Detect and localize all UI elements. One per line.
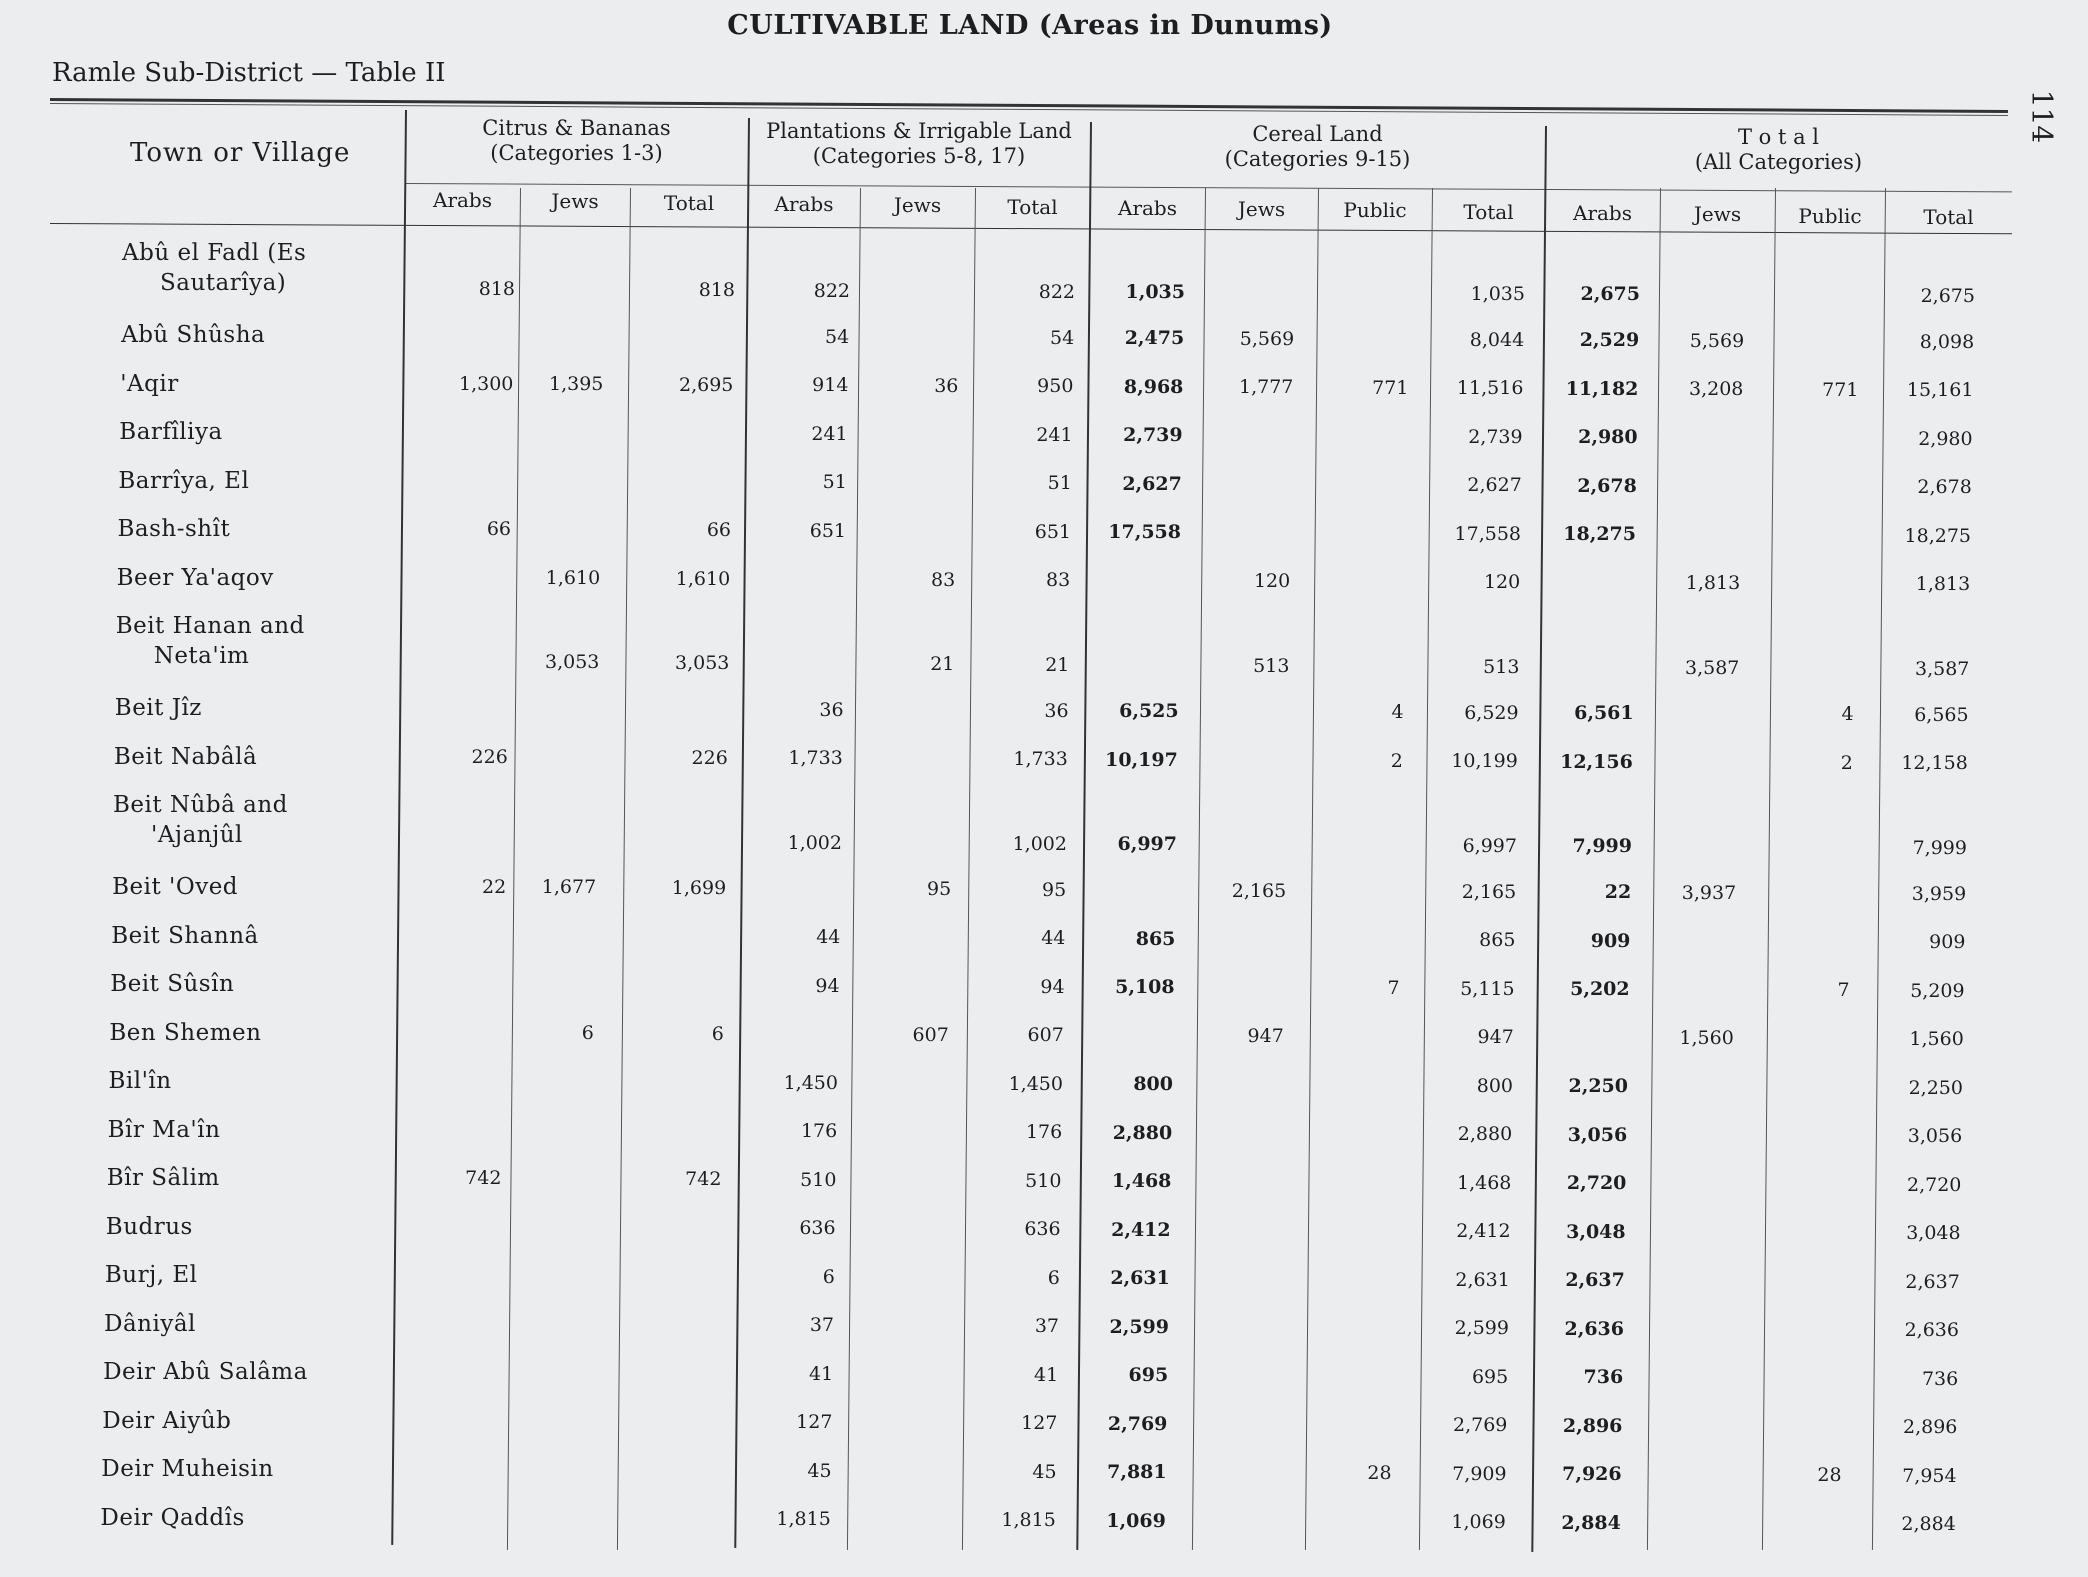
town-name: Bash-shît [117, 516, 231, 542]
column-header: Total [1007, 194, 1058, 219]
group-header [405, 116, 748, 166]
table-cell: 818 [698, 279, 735, 302]
table-cell: 2,627 [1122, 472, 1182, 495]
table-cell: 94 [815, 974, 840, 997]
table-cell: 127 [1021, 1412, 1058, 1435]
table-cell: 2,631 [1110, 1267, 1170, 1290]
table-cell: 66 [706, 519, 731, 542]
table-cell: 36 [819, 698, 844, 721]
town-name: Abû el Fadl (Es [122, 240, 307, 266]
table-cell: 3,959 [1911, 882, 1967, 905]
table-cell: 10,197 [1105, 748, 1178, 771]
table-cell: 513 [1253, 654, 1290, 677]
group-header [1545, 125, 2012, 175]
town-name: Beit Shannâ [111, 922, 259, 949]
town-name: Abû Shûsha [121, 322, 266, 348]
column-header: Arabs [1118, 195, 1177, 220]
table-cell: 865 [1135, 927, 1176, 950]
table-cell: 3,048 [1566, 1220, 1626, 1243]
table-cell: 1,002 [1012, 832, 1067, 855]
table-cell: 2,739 [1123, 424, 1183, 447]
table-cell: 5,108 [1115, 976, 1175, 999]
table-cell: 5,209 [1910, 979, 1965, 1002]
table-cell: 21 [1045, 653, 1070, 676]
table-cell: 36 [1044, 699, 1069, 722]
table-cell: 18,275 [1904, 524, 1971, 547]
table-cell: 822 [1038, 280, 1075, 303]
table-cell: 2,980 [1918, 427, 1973, 450]
column-divider [1305, 188, 1319, 1550]
column-divider [1647, 188, 1661, 1550]
table-cell: 2,412 [1111, 1218, 1171, 1241]
table-cell: 510 [800, 1168, 837, 1191]
table-cell: 21 [930, 653, 955, 676]
group-title: Plantations & Irrigable Land [766, 119, 1072, 143]
table-cell: 7,909 [1452, 1462, 1507, 1485]
table-cell: 44 [1041, 927, 1066, 950]
table-cell: 2,720 [1907, 1173, 1962, 1196]
town-name: Beit Nûbâ and [113, 792, 288, 818]
table-cell: 83 [931, 568, 956, 591]
table-cell: 2,695 [679, 373, 734, 396]
table-cell: 3,937 [1681, 881, 1737, 904]
table-cell: 6,997 [1117, 833, 1177, 856]
table-cell: 2,678 [1577, 474, 1637, 497]
town-name: Deir Qaddîs [100, 1504, 245, 1531]
column-divider [1192, 188, 1206, 1550]
table-cell: 3,587 [1685, 656, 1740, 679]
table-cell: 1,450 [783, 1071, 838, 1094]
town-name: Barrîya, El [118, 467, 250, 494]
table-cell: 1,069 [1106, 1509, 1166, 1532]
table-cell: 736 [1921, 1367, 1959, 1390]
table-cell: 1,035 [1470, 282, 1525, 305]
table-cell: 7,999 [1572, 835, 1632, 858]
table-cell: 2,896 [1562, 1414, 1623, 1437]
table-cell: 12,156 [1560, 750, 1633, 773]
column-divider [962, 188, 976, 1550]
table-cell: 2,980 [1578, 426, 1638, 449]
table-cell: 7 [1837, 979, 1850, 1002]
table-cell: 2 [1840, 751, 1853, 774]
table-cell: 94 [1040, 975, 1065, 998]
table-cell: 3,056 [1907, 1125, 1963, 1148]
table-cell: 120 [1483, 571, 1521, 594]
table-cell: 28 [1367, 1462, 1392, 1485]
table-cell: 1,468 [1457, 1171, 1512, 1194]
column-header: Arabs [433, 188, 492, 212]
table-cell: 51 [1047, 472, 1072, 495]
table-cell: 513 [1483, 655, 1520, 678]
table-cell: 6 [822, 1265, 835, 1288]
table-cell: 15,161 [1906, 379, 1974, 402]
table-cell: 226 [691, 746, 728, 769]
table-cell: 3,208 [1689, 378, 1744, 401]
town-name: Sautarîya) [160, 270, 287, 296]
table-cell: 2,631 [1455, 1268, 1510, 1291]
town-name: Beit Hanan and [115, 613, 305, 639]
column-divider [1419, 188, 1433, 1550]
table-cell: 1,002 [787, 831, 842, 854]
table-cell: 5,115 [1460, 977, 1515, 1000]
town-name: Bîr Ma'în [107, 1116, 221, 1143]
table-cell: 2,165 [1231, 879, 1287, 902]
table-cell: 1,813 [1685, 572, 1741, 595]
table-cell: 800 [1133, 1073, 1173, 1096]
table-cell: 7 [1387, 977, 1400, 1000]
table-cell: 22 [1604, 881, 1632, 904]
group-header [1090, 122, 1545, 172]
table-cell: 2,637 [1565, 1269, 1625, 1292]
group-header [748, 119, 1090, 169]
table-cell: 6 [581, 1021, 594, 1044]
table-cell: 28 [1817, 1464, 1842, 1487]
table-cell: 865 [1479, 929, 1516, 952]
table-cell: 51 [822, 471, 847, 494]
table-cell: 1,300 [459, 372, 514, 395]
table-cell: 7,926 [1562, 1463, 1622, 1486]
group-title: Citrus & Bananas [482, 116, 671, 140]
table-cell: 771 [1372, 376, 1409, 399]
table-cell: 1,777 [1239, 376, 1294, 399]
table-cell: 6,565 [1914, 703, 1969, 726]
table-cell: 6 [1047, 1266, 1060, 1289]
table-cell: 909 [1929, 931, 1966, 954]
table-cell: 41 [809, 1362, 834, 1385]
town-name: Bîr Sâlim [106, 1165, 220, 1191]
table-cell: 1,395 [549, 372, 604, 395]
table-cell: 54 [1050, 326, 1075, 349]
table-cell: 7,954 [1902, 1464, 1957, 1487]
table-cell: 4 [1391, 701, 1404, 724]
town-name: Ben Shemen [109, 1019, 262, 1046]
table-cell: 2,769 [1453, 1414, 1508, 1437]
table-cell: 3,053 [545, 651, 600, 674]
table-cell: 241 [811, 422, 848, 445]
table-cell: 818 [478, 278, 515, 301]
table-cell: 2,678 [1917, 476, 1972, 499]
table-cell: 651 [1034, 520, 1071, 543]
town-name: Beit Sûsîn [110, 971, 235, 997]
table-cell: 17,558 [1454, 522, 1521, 545]
table-cell: 83 [1046, 569, 1071, 592]
table-cell: 1,813 [1915, 573, 1971, 596]
town-column-header: Town or Village [130, 138, 351, 168]
group-categories: (Categories 5-8, 17) [812, 144, 1026, 168]
town-name: Neta'im [153, 643, 250, 669]
column-header: Jews [893, 193, 942, 218]
table-cell: 1,677 [541, 876, 597, 899]
table-cell: 8,044 [1469, 328, 1525, 351]
page-number: 114 [2025, 89, 2059, 144]
group-categories: (All Categories) [1694, 150, 1863, 174]
column-header: Jews [1237, 197, 1286, 222]
table-cell: 8,098 [1919, 330, 1975, 353]
table-subtitle: Ramle Sub-District — Table II [52, 58, 446, 88]
table-cell: 822 [813, 279, 850, 302]
table-cell: 1,815 [1001, 1509, 1056, 1532]
town-name: Burj, El [104, 1262, 198, 1288]
town-name: Beit Nabâlâ [113, 743, 258, 770]
table-cell: 2 [1390, 749, 1403, 772]
table-cell: 176 [1025, 1121, 1063, 1144]
table-cell: 6,997 [1462, 834, 1517, 857]
table-cell: 636 [799, 1217, 836, 1240]
table-cell: 1,560 [1679, 1027, 1734, 1050]
column-header: Jews [551, 189, 599, 214]
table-cell: 11,182 [1565, 377, 1639, 400]
table-cell: 2,636 [1564, 1317, 1624, 1340]
table-cell: 226 [471, 745, 508, 768]
table-cell: 1,699 [671, 877, 727, 900]
table-cell: 4 [1841, 703, 1854, 726]
table-cell: 947 [1247, 1025, 1284, 1048]
town-name: Budrus [105, 1213, 193, 1240]
table-cell: 695 [1471, 1365, 1509, 1388]
table-cell: 607 [1027, 1024, 1064, 1047]
table-cell: 22 [482, 876, 507, 899]
table-cell: 5,569 [1689, 329, 1745, 352]
table-cell: 5,569 [1239, 327, 1295, 350]
table-cell: 2,880 [1457, 1123, 1513, 1146]
group-title: T o t a l [1737, 125, 1820, 149]
table-cell: 6,561 [1574, 702, 1634, 725]
table-cell: 636 [1024, 1218, 1061, 1241]
group-divider [391, 110, 407, 1545]
table-cell: 2,884 [1561, 1511, 1621, 1534]
column-header: Public [1343, 198, 1407, 223]
table-cell: 44 [816, 926, 841, 949]
table-cell: 909 [1590, 929, 1631, 952]
table-cell: 1,035 [1125, 281, 1185, 304]
town-name: Beer Ya'aqov [116, 564, 274, 591]
table-cell: 1,468 [1111, 1170, 1172, 1193]
table-cell: 914 [812, 374, 849, 397]
group-categories: (Categories 1-3) [490, 141, 663, 165]
town-name: Beit 'Oved [112, 874, 239, 900]
table-cell: 1,610 [545, 566, 601, 589]
table-cell: 2,675 [1580, 283, 1640, 306]
table-cell: 3,056 [1567, 1123, 1628, 1146]
table-cell: 1,450 [1008, 1072, 1063, 1095]
table-cell: 6 [711, 1022, 724, 1045]
table-cell: 241 [1036, 423, 1073, 446]
town-name: Deir Abû Salâma [103, 1359, 308, 1385]
table-cell: 37 [1034, 1315, 1059, 1338]
town-name: 'Aqir [120, 370, 179, 397]
table-cell: 17,558 [1108, 521, 1181, 544]
column-header: Arabs [1573, 201, 1632, 225]
table-cell: 45 [807, 1459, 832, 1482]
table-cell: 6,529 [1464, 701, 1519, 724]
table-cell: 1,733 [1013, 748, 1068, 771]
table-cell: 742 [685, 1168, 722, 1191]
table-cell: 45 [1032, 1460, 1057, 1483]
group-title: Cereal Land [1252, 122, 1383, 146]
town-name: Barfîliya [119, 419, 223, 445]
town-name: 'Ajanjûl [151, 822, 243, 848]
table-cell: 2,165 [1461, 880, 1517, 903]
table-cell: 2,769 [1107, 1412, 1168, 1435]
table-cell: 2,627 [1467, 474, 1522, 497]
column-header: Total [1923, 204, 1974, 229]
table-cell: 695 [1128, 1364, 1169, 1387]
table-cell: 607 [912, 1023, 949, 1046]
table-cell: 2,599 [1109, 1315, 1169, 1338]
group-divider [1531, 126, 1547, 1552]
table-cell: 2,637 [1905, 1270, 1960, 1293]
table-cell: 2,884 [1901, 1513, 1956, 1536]
table-cell: 54 [825, 325, 850, 348]
table-cell: 18,275 [1563, 523, 1636, 546]
page-title: CULTIVABLE LAND (Areas in Dunums) [727, 10, 1333, 41]
table-cell: 2,675 [1920, 284, 1975, 307]
table-cell: 11,516 [1456, 377, 1524, 400]
table-cell: 2,739 [1468, 425, 1523, 448]
column-header: Arabs [774, 191, 834, 216]
table-cell: 37 [809, 1314, 834, 1337]
town-name: Dâniyâl [104, 1310, 196, 1337]
table-cell: 771 [1822, 378, 1859, 401]
table-cell: 3,048 [1906, 1222, 1961, 1245]
column-header: Public [1798, 203, 1862, 228]
town-name: Deir Muheisin [101, 1456, 274, 1482]
table-cell: 950 [1037, 375, 1074, 398]
table-cell: 651 [809, 519, 846, 542]
table-cell: 6,525 [1119, 700, 1179, 723]
table-cell: 2,636 [1904, 1319, 1959, 1342]
table-cell: 7,999 [1912, 836, 1967, 859]
column-divider [847, 188, 861, 1550]
table-cell: 947 [1477, 1026, 1514, 1049]
table-cell: 7,881 [1107, 1461, 1167, 1484]
table-cell: 3,587 [1915, 657, 1970, 680]
group-divider [1076, 122, 1092, 1550]
table-cell: 120 [1253, 570, 1291, 593]
table-cell: 1,560 [1909, 1028, 1964, 1051]
table-cell: 2,250 [1908, 1076, 1963, 1099]
table-cell: 736 [1583, 1366, 1624, 1389]
table-cell: 2,599 [1454, 1317, 1509, 1340]
table-cell: 10,199 [1451, 750, 1518, 773]
table-cell: 41 [1034, 1363, 1059, 1386]
table-cell: 2,250 [1568, 1075, 1628, 1098]
table-cell: 95 [1042, 878, 1067, 901]
table-cell: 66 [486, 518, 511, 541]
table-cell: 1,069 [1451, 1511, 1506, 1534]
group-divider [734, 118, 750, 1548]
column-header: Total [1463, 199, 1514, 224]
town-name: Beit Jîz [114, 695, 202, 721]
table-cell: 8,968 [1123, 375, 1184, 398]
table-cell: 2,475 [1124, 327, 1185, 350]
table-cell: 1,815 [776, 1508, 831, 1531]
table-cell: 742 [465, 1167, 502, 1190]
table-cell: 2,880 [1112, 1121, 1173, 1144]
group-categories: (Categories 9-15) [1224, 147, 1411, 171]
table-cell: 510 [1025, 1169, 1062, 1192]
table-cell: 2,529 [1579, 329, 1640, 352]
town-name: Bil'în [108, 1068, 172, 1094]
table-cell: 1,610 [675, 567, 731, 590]
table-cell: 2,720 [1566, 1172, 1627, 1195]
table-cell: 176 [800, 1120, 838, 1143]
table-cell: 12,158 [1901, 752, 1968, 775]
table-cell: 127 [796, 1411, 833, 1434]
table-cell: 1,733 [788, 747, 843, 770]
column-divider [1762, 188, 1776, 1550]
column-header: Jews [1693, 202, 1742, 227]
column-divider [1872, 188, 1886, 1550]
table-cell: 2,896 [1903, 1416, 1958, 1439]
table-cell: 5,202 [1570, 978, 1630, 1001]
table-cell: 800 [1476, 1074, 1513, 1097]
column-divider [617, 188, 631, 1550]
column-header: Total [663, 190, 715, 215]
town-name: Deir Aiyûb [102, 1407, 232, 1434]
table-cell: 3,053 [675, 652, 730, 675]
table-cell: 36 [934, 374, 959, 397]
table-cell: 95 [927, 878, 952, 901]
table-cell: 2,412 [1456, 1220, 1511, 1243]
